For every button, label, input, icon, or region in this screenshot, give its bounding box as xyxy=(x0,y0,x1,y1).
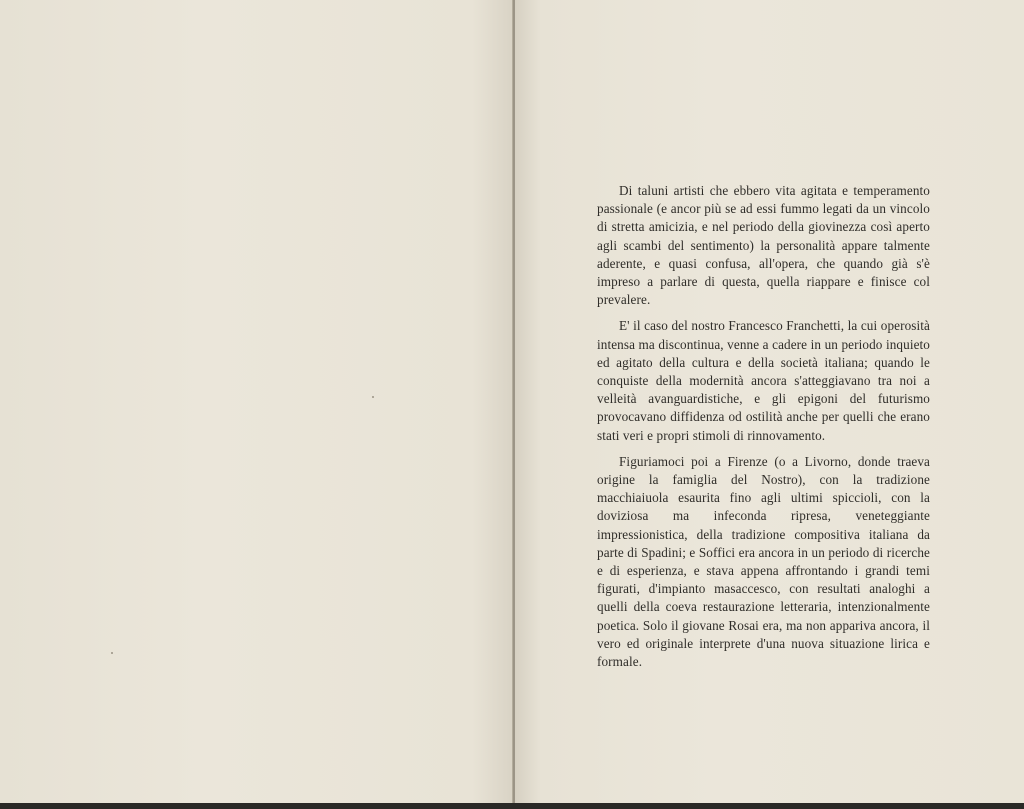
scan-bottom-edge xyxy=(0,803,1024,809)
paragraph-3: Figuriamoci poi a Firenze (o a Livorno, donde traeva origine la famiglia del Nostro), con la tradizione macchiaiuola esaurita fino agli ultimi spiccioli, con la doviziosa ma infeconda ripresa, veneteggiante impressionistica, della tradizione compositiva italiana da parte di Spadini; e Soffici era ancora in un periodo di ricerche e di esperienza, e stava appena affrontando i grandi temi figurati, d'impianto masaccesco, con resultati analoghi a quelli della coeva restaurazione letteraria, intenzionalmente poetica. Solo il giovane Rosai era, ma non appariva ancora, il vero ed originale interprete d'una nuova situazione lirica e formale. xyxy=(597,453,930,670)
body-text xyxy=(597,182,930,679)
paragraph-2: E' il caso del nostro Francesco Franchetti, la cui operosità intensa ma discontinua, venne a cadere in un periodo inquieto ed agitato della cultura e della società italiana; quando le conquiste della modernità ancora s'atteggiavano tra noi a velleità avanguardistiche, e gli epigoni del futurismo provocavano diffidenza od ostilità anche per quelli che erano stati veri e propri stimoli di rinnovamento. xyxy=(597,318,930,443)
paper-speck xyxy=(111,652,113,654)
paper-speck xyxy=(372,396,374,398)
paragraph-1: Di taluni artisti che ebbero vita agitata e temperamento passionale (e ancor più se ad essi fummo legati da un vincolo di stretta amicizia, e nel periodo della giovinezza così aperto agli scambi del sentimento) la personalità appare talmente aderente, e quasi confusa, all'opera, che quando già s'è impreso a parlare di questa, quella riappare e finisce col prevalere. xyxy=(597,183,930,308)
